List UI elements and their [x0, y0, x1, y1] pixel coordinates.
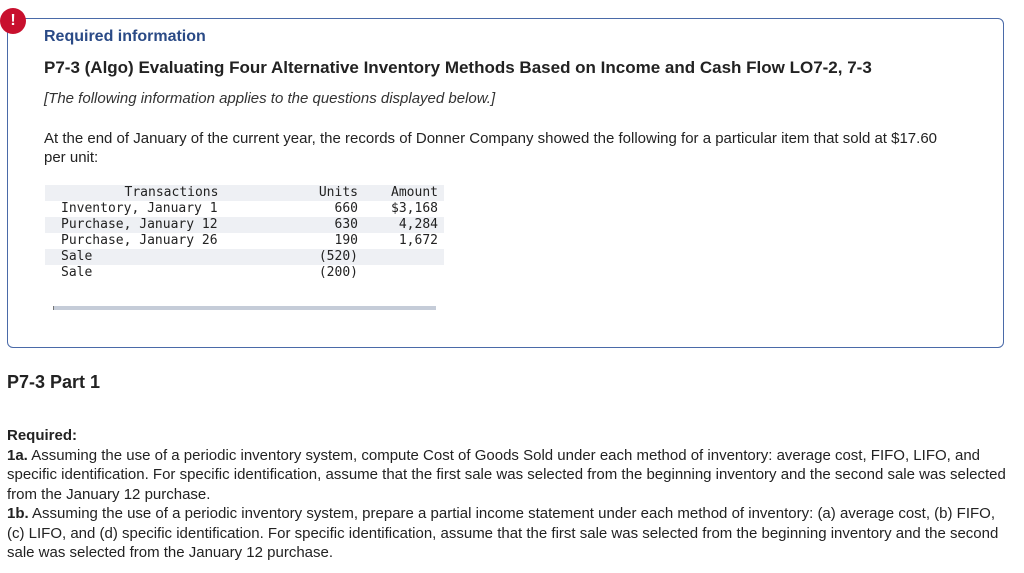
header-units: Units — [298, 185, 358, 201]
requirement-1a-label: 1a. — [7, 446, 28, 464]
part-title: P7-3 Part 1 — [7, 372, 101, 392]
table-row — [45, 233, 444, 249]
header-amount: Amount — [358, 185, 444, 201]
row-amount — [358, 249, 444, 265]
intro-text: At the end of January of the current year, the records of Donner Company showed the following for a particular item that sold at $17.60 per unit: — [44, 130, 938, 166]
table-row — [45, 217, 444, 233]
table-header-row — [45, 185, 444, 201]
problem-title: P7-3 (Algo) Evaluating Four Alternative Inventory Methods Based on Income and Cash Flow LO7-2, 7-3 — [44, 58, 872, 77]
alert-icon: ! — [0, 8, 26, 34]
requirement-1b — [7, 504, 1012, 563]
table-row — [45, 249, 444, 265]
row-amount — [358, 265, 444, 281]
transactions-table — [45, 185, 444, 281]
row-transaction: Sale — [61, 265, 93, 280]
header-transactions: Transactions — [45, 185, 298, 201]
requirement-1b-label: 1b. — [7, 505, 29, 522]
row-units: 660 — [334, 201, 358, 216]
table-bottom-rule — [53, 306, 436, 310]
row-units: 190 — [334, 233, 358, 248]
requirement-1a-text: Assuming the use of a periodic inventory system, compute Cost of Goods Sold under each method of inventory: average cost, FIFO, LIFO, and specific identification. For specific identification, assume that the first sale was selected from the beginning inventory and the second sale was selected from the January 12 purchase. — [7, 446, 1006, 503]
row-units: 630 — [298, 217, 358, 233]
row-transaction: Purchase, January 12 — [45, 217, 298, 233]
required-label: Required: — [7, 427, 78, 444]
requirement-1b-text: Assuming the use of a periodic inventory system, prepare a partial income statement under each method of inventory: (a) average cost, (b) FIFO, (c) LIFO, and (d) specific identification. For specific identification, assume that the first sale was selected from the beginning inventory and the second sale was selected from the January 12 purchase. — [7, 505, 999, 561]
row-transaction: Sale — [45, 249, 298, 265]
row-amount: $3,168 — [391, 201, 438, 216]
table-row — [45, 265, 444, 281]
row-transaction: Purchase, January 26 — [61, 233, 218, 248]
row-units: (520) — [298, 249, 358, 265]
applies-note: [The following information applies to the questions displayed below.] — [44, 90, 496, 107]
required-information-heading: Required information — [44, 28, 206, 45]
requirement-1a — [7, 446, 1012, 505]
row-amount: 4,284 — [358, 217, 444, 233]
row-amount: 1,672 — [398, 233, 438, 248]
row-transaction: Inventory, January 1 — [61, 201, 218, 216]
required-section — [7, 426, 1012, 563]
table-row — [45, 201, 444, 217]
row-units: (200) — [318, 265, 358, 280]
